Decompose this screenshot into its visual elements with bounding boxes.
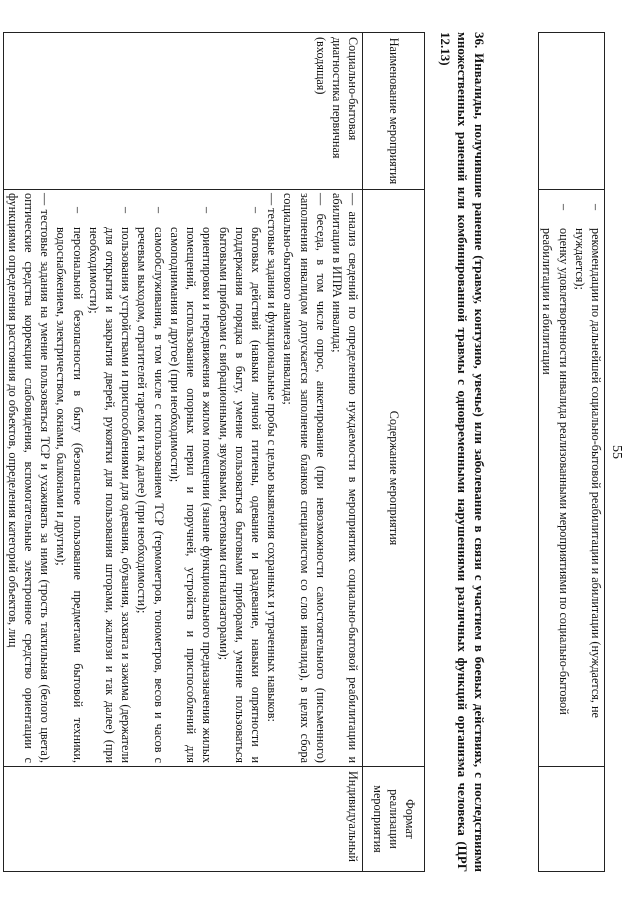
list-item: [539, 190, 571, 766]
activity-content: [3, 190, 363, 767]
list-item-text: рекомендации по дальнейшей социально-бытовой реабилитации и абилитации (нуждается, не нуждается);: [572, 228, 603, 718]
content-item: — тестовые задания и функциональные пробы с целью выявления сохранных и утраченных навыков:: [265, 193, 280, 722]
section-heading: 36. Инвалиды, получившие ранение (травму, контузию, увечье) или заболевание в связи с участием в боевых действиях, с последствиями множественных ранений или комбинированной травмы с одновременными нарушениями различных функций организма человека (ЦРГ 12.13): [438, 32, 487, 872]
empty-format-cell: [539, 767, 605, 872]
content-item: — анализ сведений по определению нуждаемости в мероприятиях социально-бытовой реабилитации и абилитации в ИПРА инвалида;: [330, 193, 361, 763]
continuation-table: [538, 32, 605, 872]
activity-format: Индивидуальный: [3, 767, 363, 872]
list-dash: –: [556, 203, 571, 211]
sub-item: [215, 193, 264, 763]
table-header-row: [363, 33, 425, 872]
sub-item: [53, 193, 85, 763]
sub-item-text: ориентировки и передвижения в жилом помещении (знание функционального предназначения жилых помещений, использование опорных перил и поручней, устройств и приспособлений для самоподнимания и другое) (при необходимости);: [167, 227, 215, 763]
sub-item: [167, 193, 216, 763]
sub-item-dash: –: [249, 206, 264, 214]
header-format: Формат реализации мероприятия: [363, 767, 425, 872]
sub-item: [86, 193, 135, 763]
content-item: — тестовые задания на умение пользоваться ТСР и ухаживать за ними (трость тактильная (белого цвета), оптические средства коррекции слабовидения, вспомогательные электронное средство ориентации с функциями определения расстояния до объектов, определения категорий объектов, лиц: [5, 193, 53, 763]
sub-item-dash: –: [200, 206, 215, 214]
sub-item-text: бытовых действий (навыки личной гигиены, одевание и раздевание, навыки опрятности и поддержания порядка в быту, умение пользоваться бытовыми приборами, умение пользоваться бытовыми приборами с вибрационными, звуковыми, световыми сигнализаторами);: [216, 227, 264, 763]
content-item: — беседа, в том числе опрос, анкетирование (при невозможности самостоятельного (письменного) заполнения инвалидом допускается заполнение бланков специалистом со слов инвалида), в целях сбора социально-бытового анамнеза инвалида;: [281, 193, 328, 763]
sub-item-dash: –: [119, 206, 134, 214]
activity-name: Социально-бытовая диагностика первичная (входящая): [3, 33, 363, 190]
header-content: Содержание мероприятия: [363, 190, 425, 767]
sub-item-text: персональной безопасности в быту (безопасное пользование предметами бытовой техники, водоснабжением, электричеством, окнами, балконами и другим);: [54, 227, 85, 763]
page-number: 55: [609, 445, 624, 459]
list-item: [572, 190, 604, 766]
list-item-text: оценку удовлетворенности инвалида реализованными мероприятиями по социально-бытовой реабилитации и абилитации: [540, 228, 571, 715]
sub-item-text: самообслуживания, в том числе с использованием ТСР (термометров, тонометров, весов и часов с речевым выходом, отрагителей тарелок и так далее) (при необходимости);: [135, 227, 166, 763]
activities-table: [3, 32, 425, 872]
table-row: [539, 33, 605, 872]
rotated-page-content: [5, 32, 605, 872]
header-name: Наименование мероприятия: [363, 33, 425, 190]
sub-item-dash: –: [151, 206, 166, 214]
sub-item: [134, 193, 166, 763]
table-row: [3, 33, 363, 872]
continuation-content-cell: [539, 190, 605, 767]
continuation-list: [539, 190, 604, 766]
sub-item-text: пользования устройствами и приспособлениями для одевания, обувания, захвата и зажима (держатели для открытия и закрытия дверей, рукоятки для пользования шторами, жалюзи и так далее) (при необходимости);: [86, 227, 134, 763]
list-dash: –: [589, 203, 603, 211]
empty-name-cell: [539, 33, 605, 190]
sub-item-dash: –: [70, 206, 85, 214]
